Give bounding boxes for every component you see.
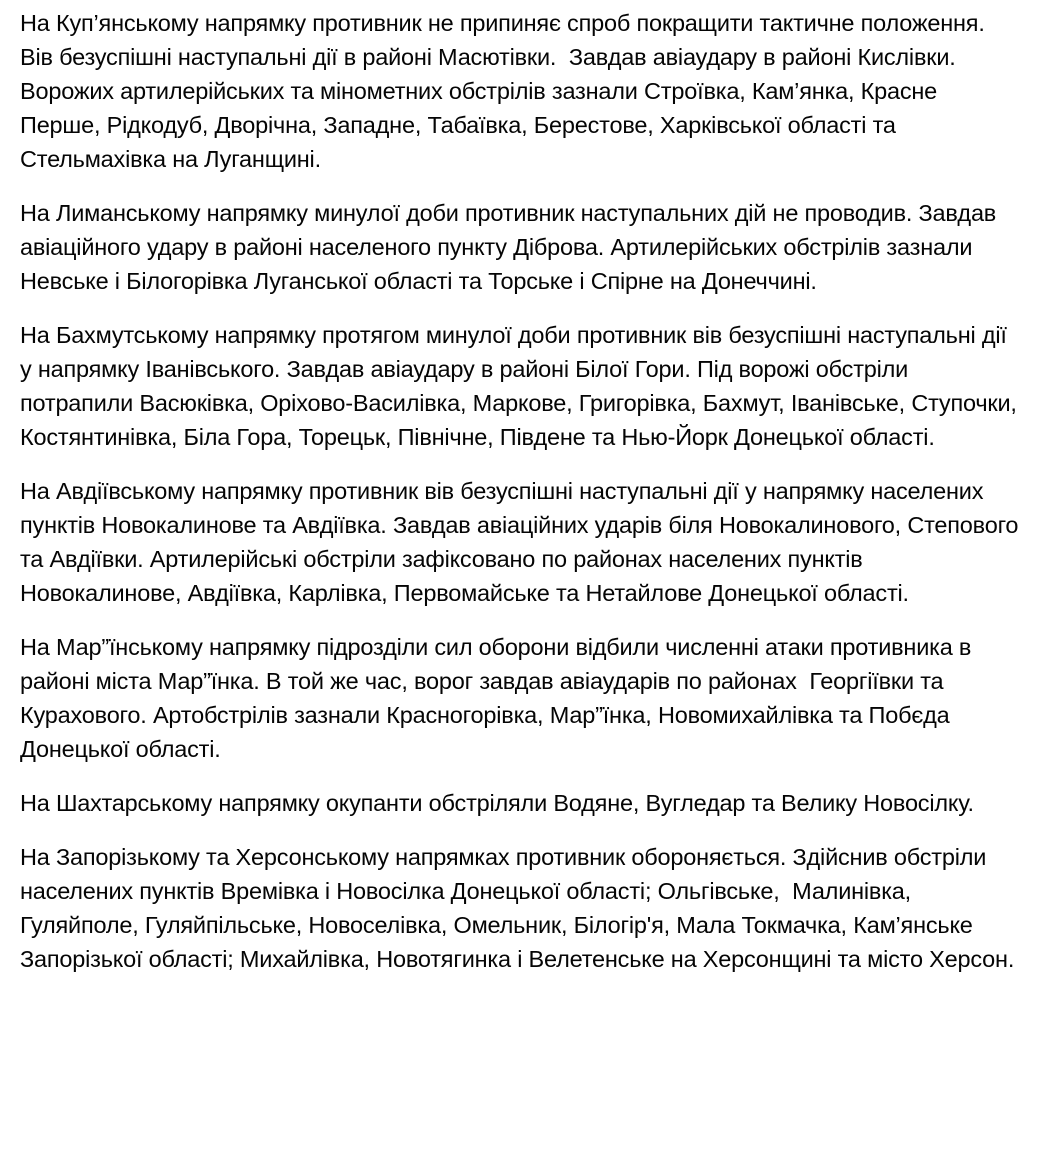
- paragraph-kupiansk-direction: На Куп’янському напрямку противник не припиняє спроб покращити тактичне положення. Вів безуспішні наступальні дії в районі Масютівки. Завдав авіаудару в районі Кислівки. Ворожих артилерійських та мінометних обстрілів зазнали Строївка, Кам’янка, Красне Перше, Рідкодуб, Дворічна, Западне, Табаївка, Берестове, Харківської області та Стельмахівка на Луганщині.: [20, 10, 991, 172]
- paragraph-marinka-direction: На Мар”їнському напрямку підрозділи сил оборони відбили численні атаки противника в районі міста Мар”їнка. В той же час, ворог завдав авіаударів по районах Георгіївки та Курахового. Артобстрілів зазнали Красногорівка, Мар”їнка, Новомихайлівка та Побєда Донецької області.: [20, 634, 978, 762]
- paragraph-zaporizhzhia-kherson-direction: На Запорізькому та Херсонському напрямках противник обороняється. Здійснив обстріли населених пунктів Времівка і Новосілка Донецької області; Ольгівське, Малинівка, Гуляйполе, Гуляйпільське, Новоселівка, Омельник, Білогір'я, Мала Токмачка, Кам’янське Запорізької області; Михайлівка, Новотягинка і Велетенське на Херсонщині та місто Херсон.: [20, 844, 1015, 972]
- paragraph-lyman-direction: На Лиманському напрямку минулої доби противник наступальних дій не проводив. Завдав авіаційного удару в районі населеного пункту Діброва. Артилерійських обстрілів зазнали Невське і Білогорівка Луганської області та Торське і Спірне на Донеччині.: [20, 200, 1003, 294]
- paragraph-bakhmut-direction: На Бахмутському напрямку протягом минулої доби противник вів безуспішні наступальні дії у напрямку Іванівського. Завдав авіаудару в районі Білої Гори. Під ворожі обстріли потрапили Васюківка, Оріхово-Василівка, Маркове, Григорівка, Бахмут, Іванівське, Ступочки, Костянтинівка, Біла Гора, Торецьк, Північне, Південе та Нью-Йорк Донецької області.: [20, 322, 1024, 450]
- paragraph-shakhtarsk-direction: На Шахтарському напрямку окупанти обстріляли Водяне, Вугледар та Велику Новосілку.: [20, 790, 974, 816]
- paragraph-avdiivka-direction: На Авдіївському напрямку противник вів безуспішні наступальні дії у напрямку населених пунктів Новокалинове та Авдіївка. Завдав авіаційних ударів біля Новокалинового, Степового та Авдіївки. Артилерійські обстріли зафіксовано по районах населених пунктів Новокалинове, Авдіївка, Карлівка, Первомайське та Нетайлове Донецької області.: [20, 478, 1025, 606]
